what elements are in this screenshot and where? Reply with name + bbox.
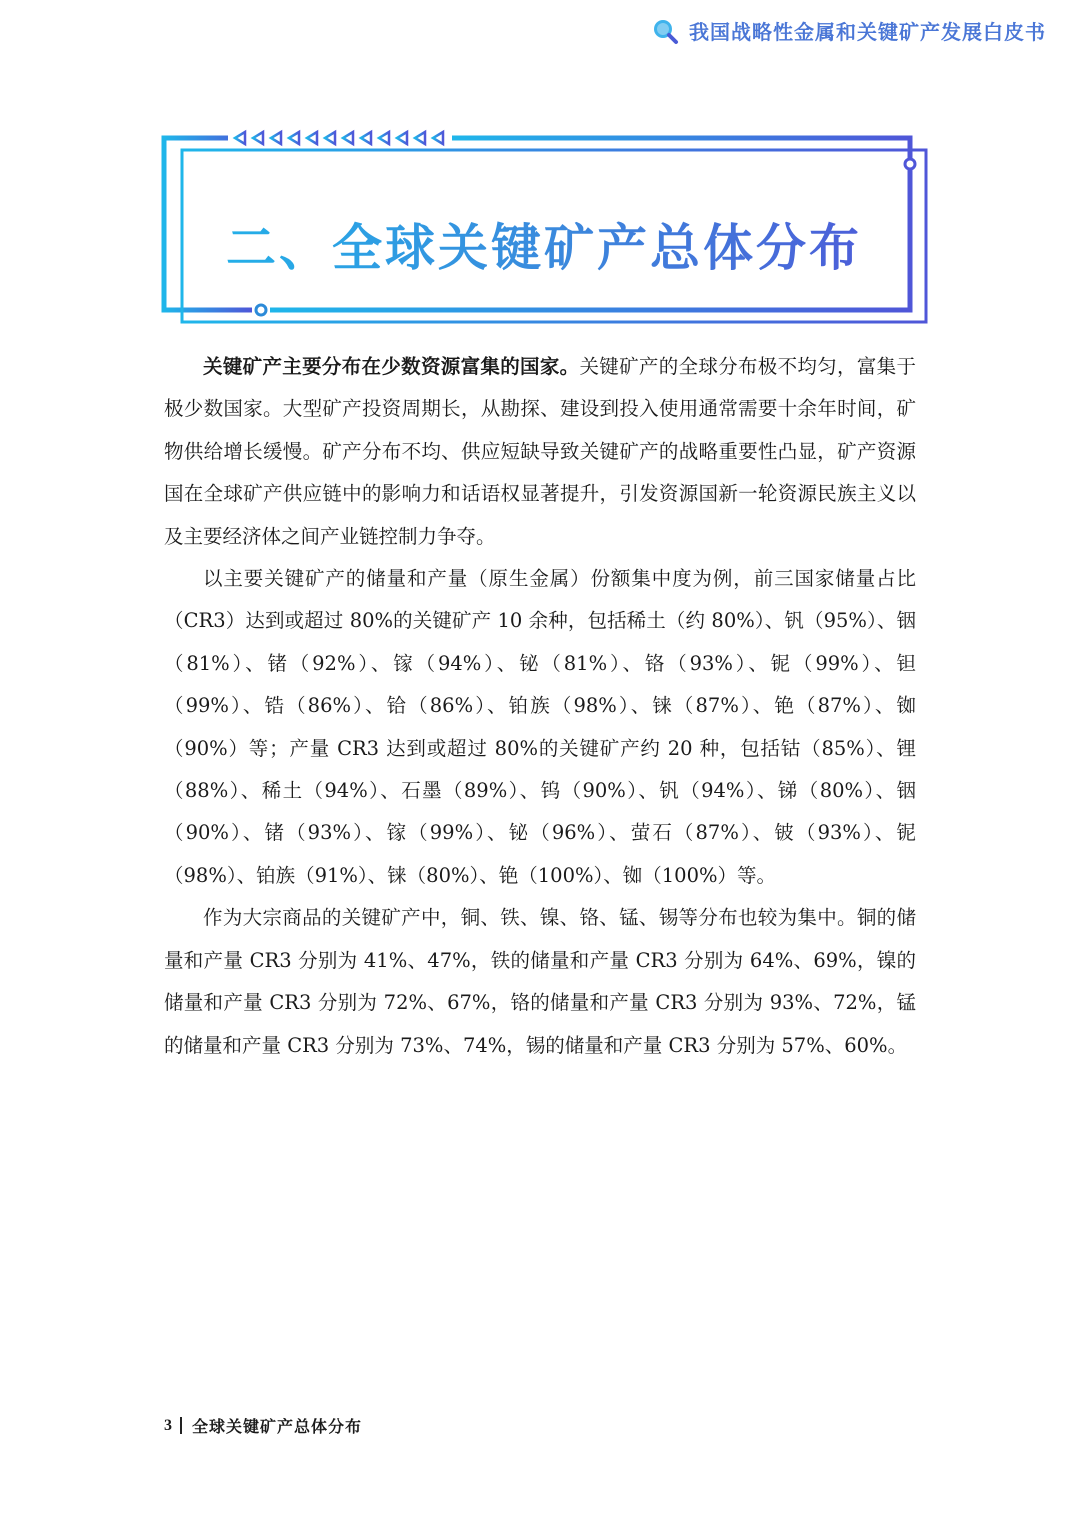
paragraph-1-text: 关键矿产的全球分布极不均匀，富集于极少数国家。大型矿产投资周期长，从勘探、建设到投入使用通常需要十余年时间，矿物供给增长缓慢。矿产分布不均、供应短缺导致关键矿产的战略重要性凸显，矿产资源国在全球矿产供应链中的影响力和话语权显著提升，引发资源国新一轮资源民族主义以及主要经济体之间产业链控制力争夺。 xyxy=(164,355,916,548)
section-title-frame xyxy=(0,0,1080,340)
footer-section-title: 全球关键矿产总体分布 xyxy=(192,1417,363,1436)
paragraph-2: 以主要关键矿产的储量和产量（原生金属）份额集中度为例，前三国家储量占比（CR3）达到或超过 80%的关键矿产 10 余种，包括稀土（约 80%）、钒（95%）、铟（81%）、锗（92%）、镓（94%）、铋（81%）、铬（93%）、铌（99%）、钽（99%）、锆（86%）、铪（86%）、铂族（98%）、铼（87%）、铯（87%）、铷（90%）等；产量 CR3 达到或超过 80%的关键矿产约 20 种，包括钴（85%）、锂（88%）、稀土（94%）、石墨（89%）、钨（90%）、钒（94%）、锑（80%）、铟（90%）、锗（93%）、镓（99%）、铋（96%）、萤石（87%）、铍（93%）、铌（98%）、铂族（91%）、铼（80%）、铯（100%）、铷（100%）等。 xyxy=(164,567,916,887)
footer-divider xyxy=(180,1417,182,1434)
page-footer xyxy=(164,1414,362,1437)
body-text xyxy=(164,346,916,1067)
document-title: 我国战略性金属和关键矿产发展白皮书 xyxy=(689,20,1046,44)
arrow-decoration xyxy=(235,132,443,144)
page-number: 3 xyxy=(164,1416,172,1434)
paragraph-3: 作为大宗商品的关键矿产中，铜、铁、镍、铬、锰、锡等分布也较为集中。铜的储量和产量 CR3 分别为 41%、47%，铁的储量和产量 CR3 分别为 64%、69%，镍的储量和产量 CR3 分别为 72%、67%，铬的储量和产量 CR3 分别为 93%、72%，锰的储量和产量 CR3 分别为 73%、74%，锡的储量和产量 CR3 分别为 57%、60%。 xyxy=(164,906,916,1057)
paragraph-1 xyxy=(164,346,916,558)
section-heading: 二、全球关键矿产总体分布 xyxy=(164,208,924,280)
paragraph-lead: 关键矿产主要分布在少数资源富集的国家。 xyxy=(203,355,580,378)
